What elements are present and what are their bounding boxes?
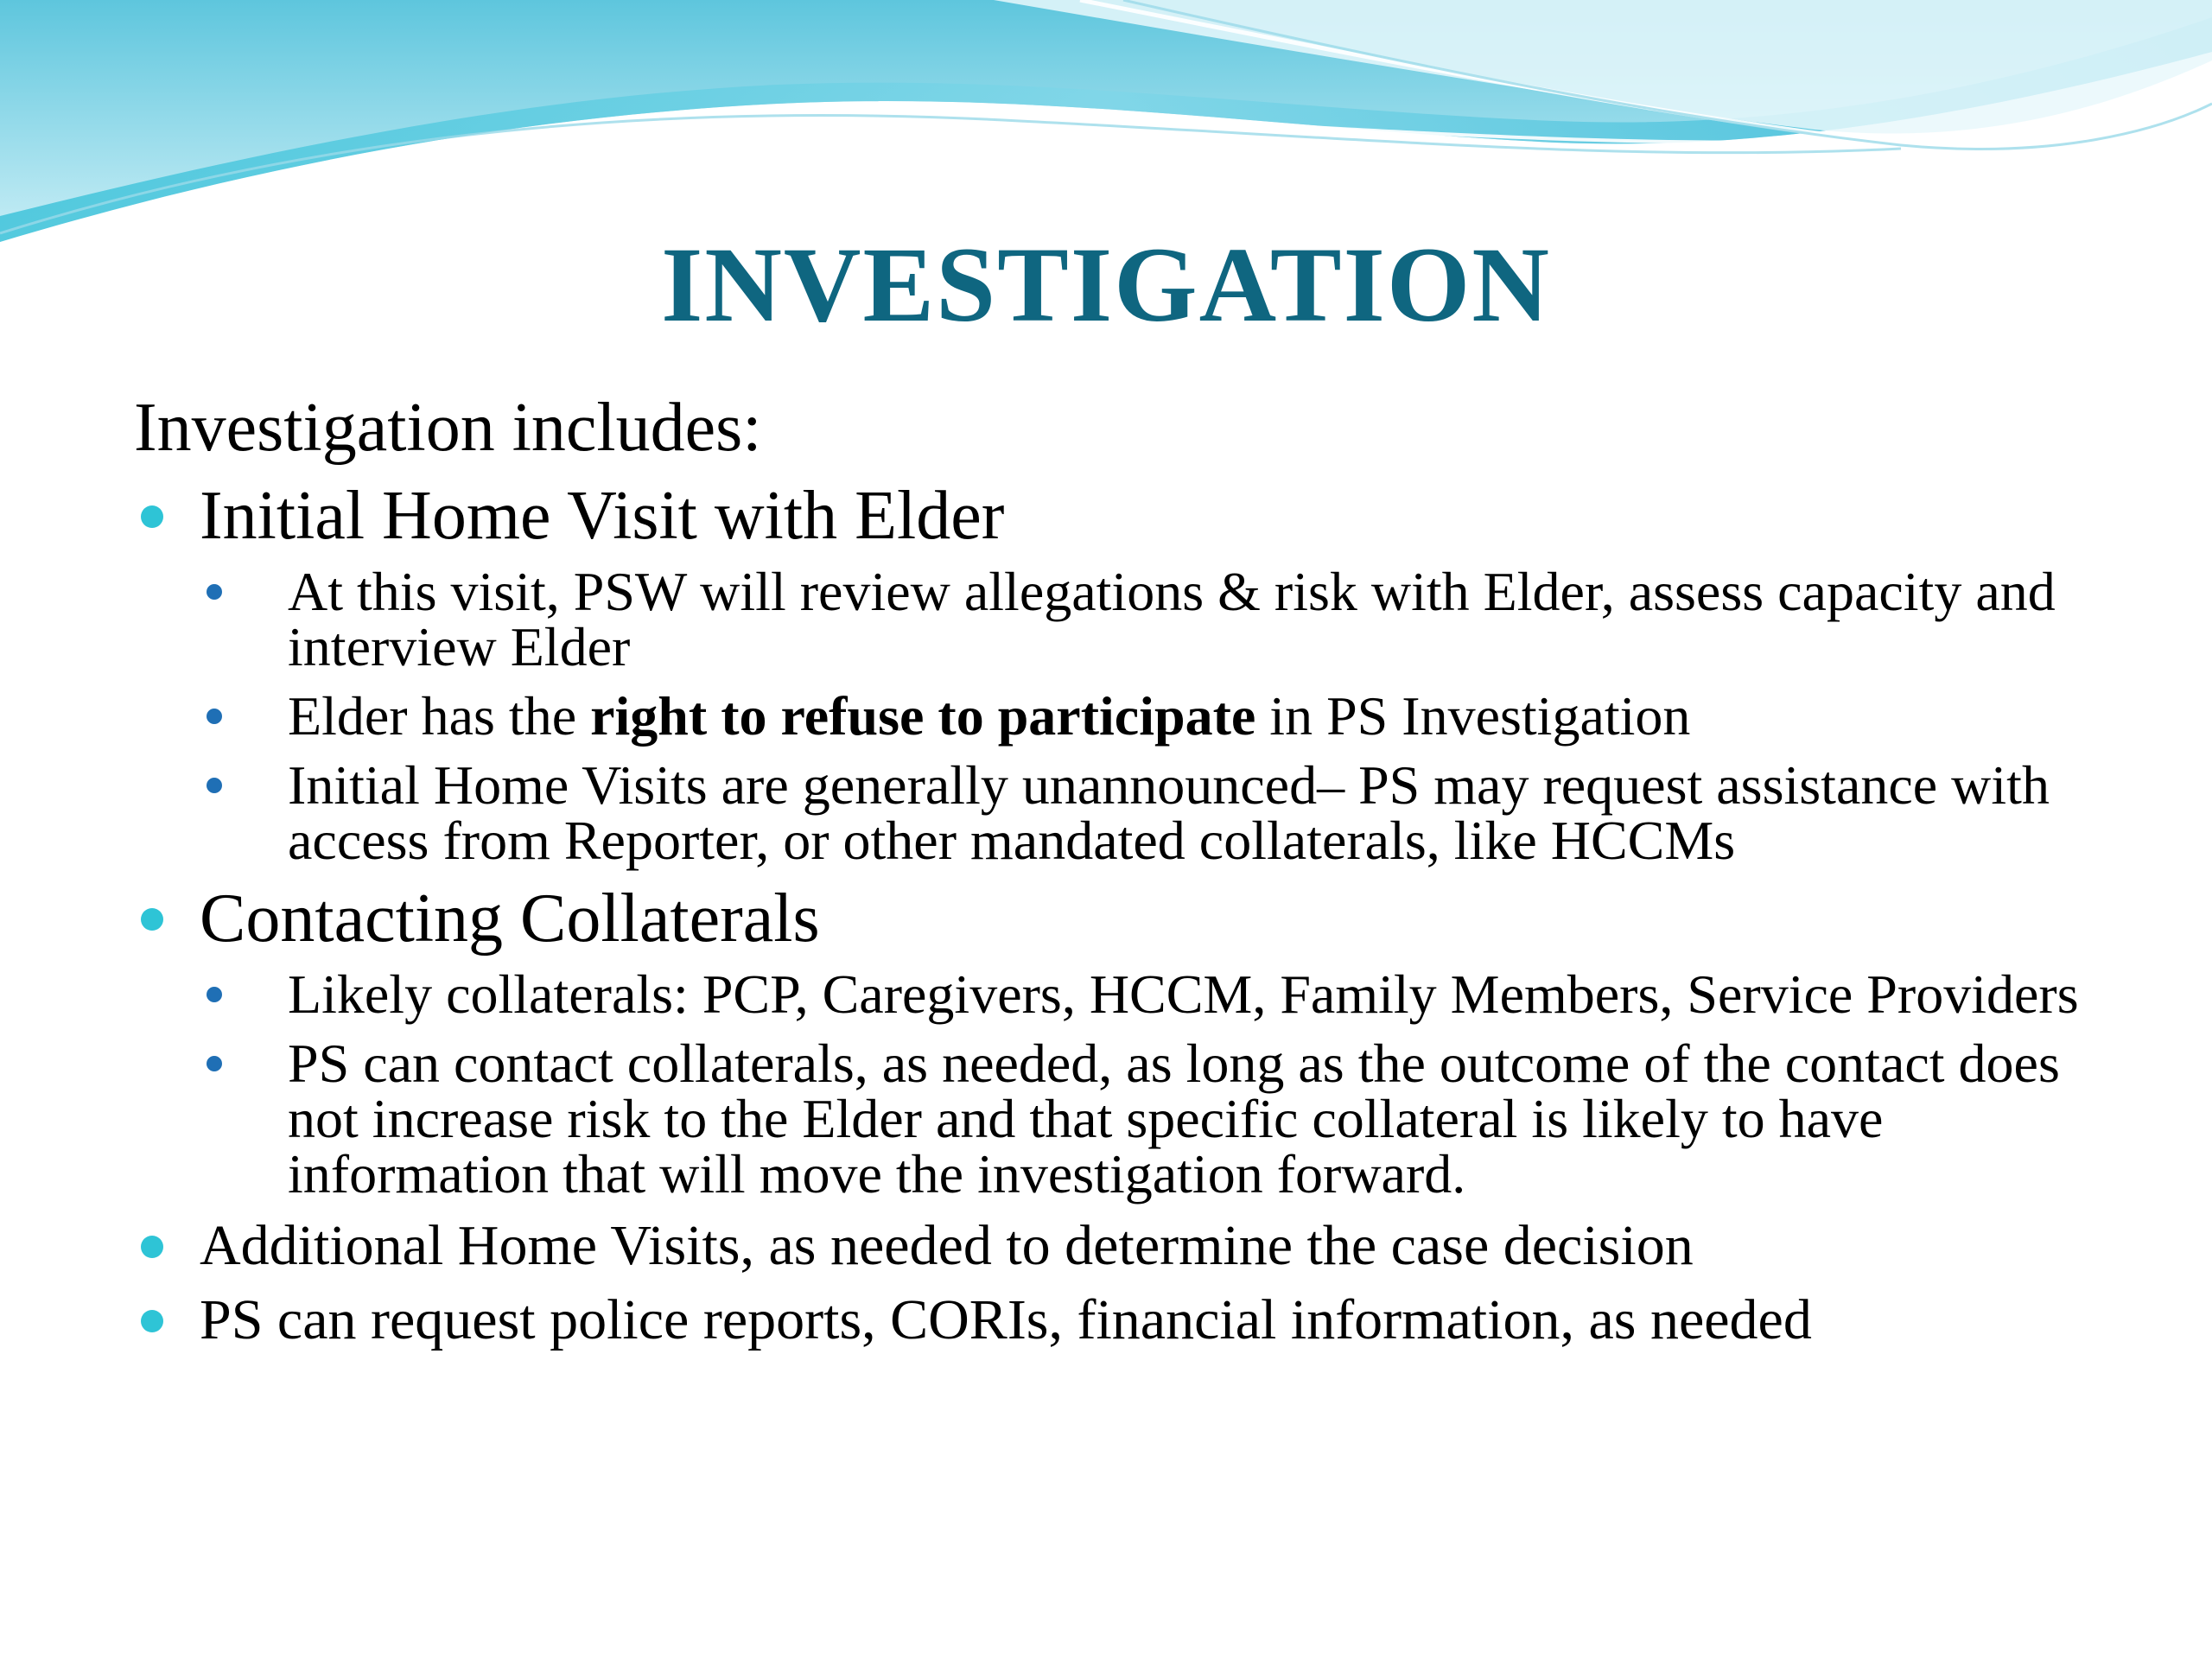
slide-body: [134, 385, 2121, 1357]
list-item-text: Additional Home Visits, as needed to determine the case decision: [200, 1214, 1694, 1277]
bullet-dot-icon: [141, 1310, 163, 1332]
bullet-dot-icon: [141, 908, 163, 931]
bullet-dot-icon: [141, 1236, 163, 1258]
sub-list-item-text: At this visit, PSW will review allegations & risk with Elder, assess capacity and interview Elder: [288, 561, 2056, 677]
sub-bullet-dot-icon: [207, 584, 222, 600]
sub-list-item: [200, 754, 2121, 871]
bullet-list: [134, 473, 2121, 1357]
intro-text: Investigation includes:: [134, 390, 762, 466]
sub-list-item: [200, 561, 2121, 677]
sub-bullet-dot-icon: [207, 1056, 222, 1071]
sub-list-item-text: Likely collaterals: PCP, Caregivers, HCCM, Family Members, Service Providers: [288, 963, 2079, 1025]
sub-bullet-list: [200, 561, 2121, 871]
sub-list-item-emphasis: right to refuse to participate: [590, 685, 1256, 747]
list-item-text: Contacting Collaterals: [200, 880, 820, 957]
list-item: [134, 1283, 2121, 1357]
sub-list-item: [200, 963, 2121, 1025]
sub-bullet-dot-icon: [207, 778, 222, 793]
sub-list-item: [200, 1033, 2121, 1205]
sub-list-item-text-before: Elder has the: [288, 685, 591, 747]
list-item: [134, 473, 2121, 875]
sub-list-item-text: PS can contact collaterals, as needed, as long as the outcome of the contact does not increase risk to the Elder and that specific collateral is likely to have information that will move the investigation forward.: [288, 1033, 2060, 1205]
sub-list-item-text: Initial Home Visits are generally unannounced– PS may request assistance with access from Reporter, or other mandated collaterals, like HCCMs: [288, 754, 2050, 871]
list-item: [134, 875, 2121, 1209]
sub-bullet-dot-icon: [207, 987, 222, 1002]
sub-bullet-list: [200, 963, 2121, 1205]
list-item-text: Initial Home Visit with Elder: [200, 478, 1005, 554]
list-item: [134, 1209, 2121, 1283]
bullet-dot-icon: [141, 505, 163, 528]
sub-bullet-dot-icon: [207, 709, 222, 724]
list-item-text: PS can request police reports, CORIs, financial information, as needed: [200, 1288, 1812, 1351]
sub-list-item-text-after: in PS Investigation: [1255, 685, 1691, 747]
slide-title: INVESTIGATION: [661, 226, 1551, 344]
sub-list-item: [200, 685, 2121, 747]
